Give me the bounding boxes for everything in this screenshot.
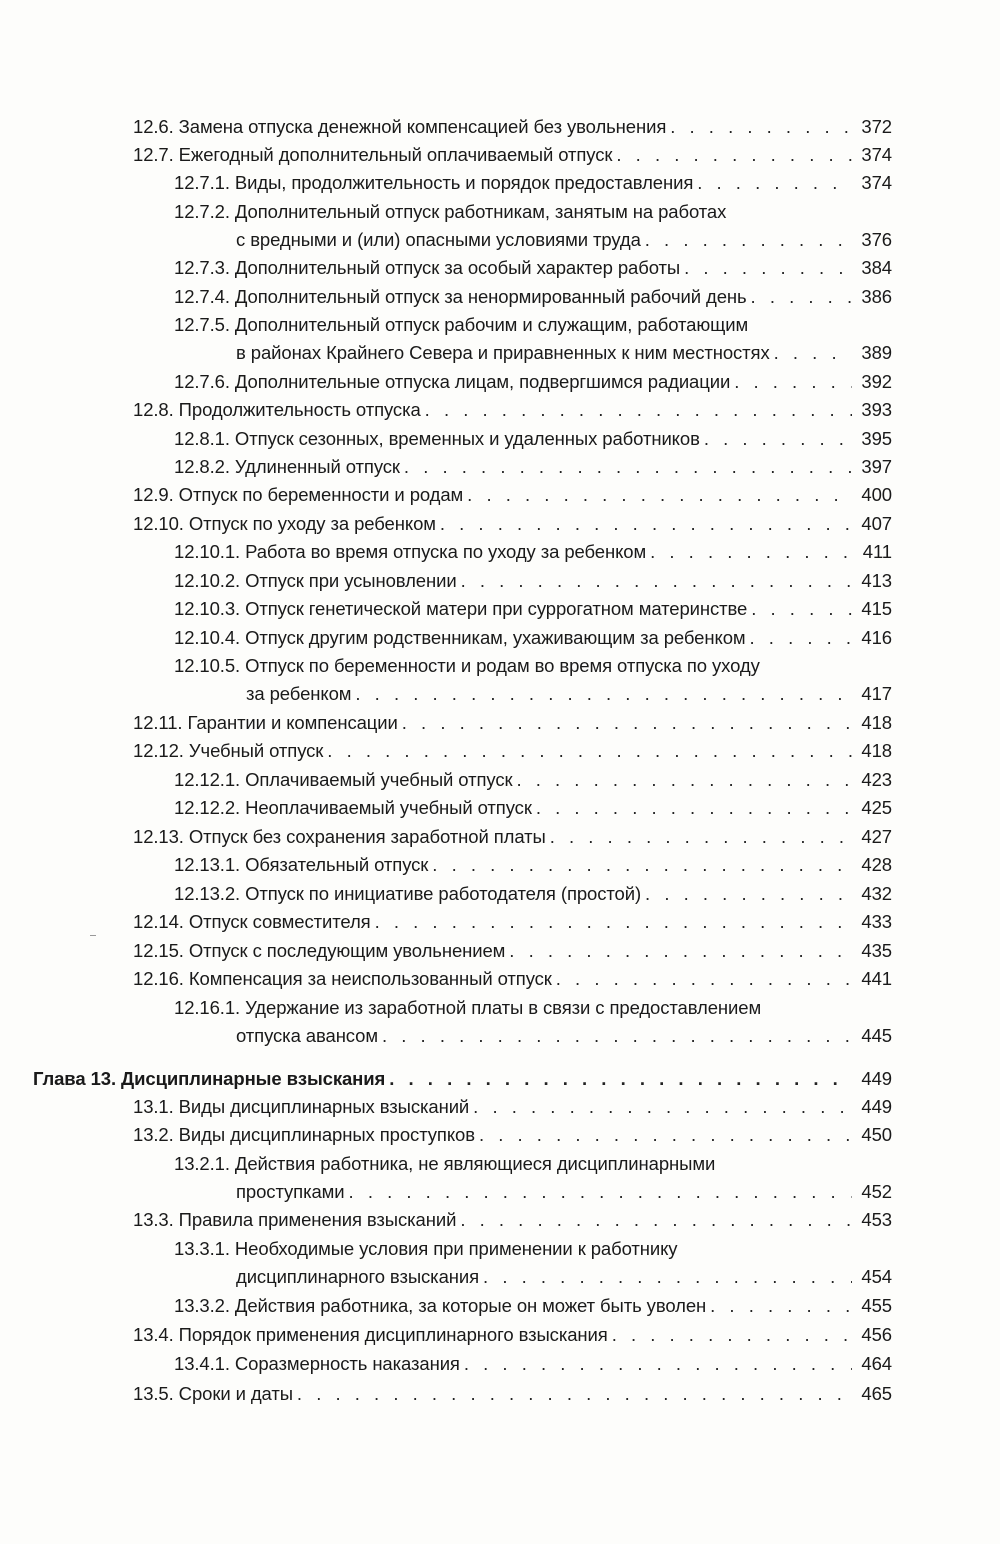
toc-entry-13-1: [133, 1093, 892, 1121]
toc-entry-12-14: [133, 908, 892, 936]
toc-entry-label: 12.12. Учебный отпуск: [133, 740, 324, 761]
toc-entry-label: 13.4. Порядок применения дисциплинарного взыскания: [133, 1324, 608, 1345]
toc-entry-label: 12.10. Отпуск по уходу за ребенком: [133, 513, 436, 534]
toc-entry-12-10-3: [174, 595, 892, 623]
toc-page-number: 450: [861, 1124, 892, 1145]
toc-entry-label: 12.11. Гарантии и компенсации: [133, 712, 398, 733]
dot-leader: [710, 1292, 852, 1320]
toc-entry-12-16: [133, 965, 892, 993]
toc-entry-label-continuation: дисциплинарного взыскания: [236, 1266, 480, 1287]
toc-page-number: 465: [861, 1383, 892, 1404]
dot-leader: [734, 368, 852, 396]
toc-page-number: 455: [861, 1295, 892, 1316]
toc-entry-12-7-2: [174, 198, 892, 254]
toc-entry-12-13-2: [174, 880, 892, 908]
toc-entry-13-5: [133, 1380, 892, 1408]
toc-entry-13-4: [133, 1321, 892, 1349]
toc-entry-12-7-5: [174, 311, 892, 367]
toc-page-number: 433: [861, 911, 892, 932]
dot-leader: [440, 510, 852, 538]
dot-leader: [355, 680, 852, 708]
toc-entry-12-7-4: [174, 283, 892, 311]
toc-entry-12-8-2: [174, 453, 892, 481]
toc-entry-label: 12.10.2. Отпуск при усыновлении: [174, 570, 457, 591]
toc-entry-label: 12.12.1. Оплачиваемый учебный отпуск: [174, 769, 513, 790]
toc-page-number: 456: [861, 1324, 892, 1345]
dot-leader: [645, 226, 852, 254]
dot-leader: [425, 396, 852, 424]
dot-leader: [750, 624, 852, 652]
toc-entry-label: 12.10.5. Отпуск по беременности и родам во время отпуска по уходу: [174, 655, 760, 676]
toc-entry-label-continuation: за ребенком: [246, 683, 352, 704]
dot-leader: [461, 567, 852, 595]
dot-leader: [556, 965, 852, 993]
toc-entry-label: 12.9. Отпуск по беременности и родам: [133, 484, 464, 505]
dot-leader: [550, 823, 852, 851]
toc-entry-label-continuation: проступками: [236, 1181, 345, 1202]
dot-leader: [460, 1206, 852, 1234]
toc-entry-label: 12.14. Отпуск совместителя: [133, 911, 371, 932]
toc-entry-label: 12.7.2. Дополнительный отпуск работникам, занятым на работах: [174, 201, 727, 222]
toc-entry-label: 12.13. Отпуск без сохранения заработной платы: [133, 826, 546, 847]
toc-page-number: 411: [862, 541, 892, 562]
toc-entry-label-continuation: в районах Крайнего Севера и приравненных к ним местностях: [236, 342, 770, 363]
dot-leader: [670, 113, 852, 141]
toc-page-number: 374: [861, 144, 892, 165]
dot-leader: [432, 851, 852, 879]
dot-leader: [684, 254, 852, 282]
toc-page-number: 452: [861, 1181, 892, 1202]
toc-page-number: 413: [861, 570, 892, 591]
toc-page-number: 441: [861, 968, 892, 989]
toc-page-number: 416: [861, 627, 892, 648]
toc-entry-label: 12.10.4. Отпуск другим родственникам, ухаживающим за ребенком: [174, 627, 746, 648]
toc-entry-label: 12.8.2. Удлиненный отпуск: [174, 456, 400, 477]
toc-entry-12-9: [133, 481, 892, 509]
toc-entry-12-10-5: [174, 652, 892, 708]
toc-entry-12-8: [133, 396, 892, 424]
dot-leader: [382, 1022, 852, 1050]
toc-page-number: 386: [861, 286, 892, 307]
dot-leader: [375, 908, 852, 936]
toc-entry-label: 12.13.1. Обязательный отпуск: [174, 854, 429, 875]
toc-entry-label: 12.15. Отпуск с последующим увольнением: [133, 940, 506, 961]
toc-entry-label: 12.7.3. Дополнительный отпуск за особый характер работы: [174, 257, 681, 278]
toc-entry-label: 12.8.1. Отпуск сезонных, временных и удаленных работников: [174, 428, 700, 449]
toc-entry-label: 12.12.2. Неоплачиваемый учебный отпуск: [174, 797, 532, 818]
toc-page-number: 417: [861, 683, 892, 704]
toc-entry-12-12: [133, 737, 892, 765]
toc-entry-label: 12.7.5. Дополнительный отпуск рабочим и служащим, работающим: [174, 314, 749, 335]
toc-page-number: 392: [861, 371, 892, 392]
toc-page-number: 397: [861, 456, 892, 477]
dot-leader: [467, 481, 852, 509]
dot-leader: [402, 709, 852, 737]
toc-entry-12-7-3: [174, 254, 892, 282]
toc-entry-label-continuation: с вредными и (или) опасными условиями труда: [236, 229, 641, 250]
toc-page-number: 372: [861, 116, 892, 137]
toc-entry-12-7-6: [174, 368, 892, 396]
toc-entry-13-4-1: [174, 1350, 892, 1378]
toc-entry-12-7: [133, 141, 892, 169]
dot-leader: [349, 1178, 852, 1206]
toc-page-number: 384: [861, 257, 892, 278]
toc-entry-12-12-1: [174, 766, 892, 794]
toc-entry-12-11: [133, 709, 892, 737]
toc-entry-label: 13.3.1. Необходимые условия при применении к работнику: [174, 1238, 678, 1259]
dot-leader: [389, 1065, 852, 1093]
toc-entry-12-15: [133, 937, 892, 965]
dot-leader: [616, 141, 852, 169]
dot-leader: [479, 1121, 852, 1149]
toc-entry-label: 13.4.1. Соразмерность наказания: [174, 1353, 460, 1374]
dot-leader: [473, 1093, 852, 1121]
chapter-title: Глава 13. Дисциплинарные взыскания: [33, 1068, 386, 1089]
toc-entry-label: 12.8. Продолжительность отпуска: [133, 399, 421, 420]
toc-entry-label: 13.5. Сроки и даты: [133, 1383, 293, 1404]
dot-leader: [327, 737, 852, 765]
toc-entry-12-10-4: [174, 624, 892, 652]
toc-entry-13-2-1: [174, 1150, 892, 1206]
toc-page-number: 445: [861, 1025, 892, 1046]
dot-leader: [612, 1321, 852, 1349]
toc-page-number: 454: [861, 1266, 892, 1287]
toc-entry-label: 12.10.1. Работа во время отпуска по уходу за ребенком: [174, 541, 647, 562]
toc-entry-label: 12.6. Замена отпуска денежной компенсацией без увольнения: [133, 116, 667, 137]
dot-leader: [751, 283, 852, 311]
toc-page-number: 425: [861, 797, 892, 818]
toc-entry-label: 13.3. Правила применения взысканий: [133, 1209, 457, 1230]
toc-page-number: 407: [861, 513, 892, 534]
toc-entry-label: 12.7.6. Дополнительные отпуска лицам, подвергшимся радиации: [174, 371, 731, 392]
toc-chapter-13: [33, 1065, 892, 1093]
toc-entry-label: 12.13.2. Отпуск по инициативе работодателя (простой): [174, 883, 642, 904]
dot-leader: [464, 1350, 852, 1378]
toc-entry-12-10-2: [174, 567, 892, 595]
toc-entry-label: 13.1. Виды дисциплинарных взысканий: [133, 1096, 470, 1117]
toc-page-number: 432: [861, 883, 892, 904]
dot-leader: [774, 339, 852, 367]
dot-leader: [650, 538, 852, 566]
toc-entry-12-8-1: [174, 425, 892, 453]
toc-entry-label: 12.16. Компенсация за неиспользованный отпуск: [133, 968, 552, 989]
toc-entry-label: 12.16.1. Удержание из заработной платы в связи с предоставлением: [174, 997, 762, 1018]
toc-entry-label: 12.7.4. Дополнительный отпуск за ненормированный рабочий день: [174, 286, 747, 307]
toc-page-number: 464: [861, 1353, 892, 1374]
toc-entry-12-6: [133, 113, 892, 141]
toc-page-number: 418: [861, 740, 892, 761]
toc-page-number: 449: [861, 1096, 892, 1117]
toc-entry-label: 13.3.2. Действия работника, за которые он может быть уволен: [174, 1295, 707, 1316]
toc-entry-12-10: [133, 510, 892, 538]
toc-page-number: 423: [861, 769, 892, 790]
toc-entry-label: 12.7. Ежегодный дополнительный оплачиваемый отпуск: [133, 144, 613, 165]
dot-leader: [516, 766, 852, 794]
toc-entry-label-continuation: отпуска авансом: [236, 1025, 378, 1046]
toc-page-number: 453: [861, 1209, 892, 1230]
toc-page-number: 374: [861, 172, 892, 193]
toc-page-number: 427: [861, 826, 892, 847]
dot-leader: [404, 453, 852, 481]
dot-leader: [697, 169, 852, 197]
toc-entry-12-13-1: [174, 851, 892, 879]
dot-leader: [645, 880, 852, 908]
dot-leader: [536, 794, 852, 822]
toc-page-number: 449: [861, 1068, 892, 1089]
toc-page-number: 418: [861, 712, 892, 733]
toc-entry-label: 13.2.1. Действия работника, не являющиеся дисциплинарными: [174, 1153, 716, 1174]
dot-leader: [509, 937, 852, 965]
dot-leader: [297, 1380, 852, 1408]
toc-page-number: 395: [861, 428, 892, 449]
toc-page-number: 400: [861, 484, 892, 505]
dot-leader: [483, 1263, 852, 1291]
toc-entry-label: 12.7.1. Виды, продолжительность и порядок предоставления: [174, 172, 694, 193]
toc-entry-12-7-1: [174, 169, 892, 197]
toc-entry-13-3: [133, 1206, 892, 1234]
toc-entry-label: 13.2. Виды дисциплинарных проступков: [133, 1124, 475, 1145]
toc-page-number: 389: [861, 342, 892, 363]
toc-page-number: 415: [861, 598, 892, 619]
toc-entry-12-10-1: [174, 538, 892, 566]
toc-entry-13-2: [133, 1121, 892, 1149]
toc-page-number: 393: [861, 399, 892, 420]
toc-entry-12-12-2: [174, 794, 892, 822]
dot-leader: [704, 425, 852, 453]
toc-entry-12-13: [133, 823, 892, 851]
toc-page-number: 435: [861, 940, 892, 961]
scan-artifact-mark: [90, 935, 96, 936]
toc-entry-12-16-1: [174, 994, 892, 1050]
toc-page-number: 376: [861, 229, 892, 250]
toc-entry-label: 12.10.3. Отпуск генетической матери при суррогатном материнстве: [174, 598, 748, 619]
toc-entry-13-3-1: [174, 1235, 892, 1291]
toc-page-number: 428: [861, 854, 892, 875]
dot-leader: [751, 595, 852, 623]
toc-entry-13-3-2: [174, 1292, 892, 1320]
